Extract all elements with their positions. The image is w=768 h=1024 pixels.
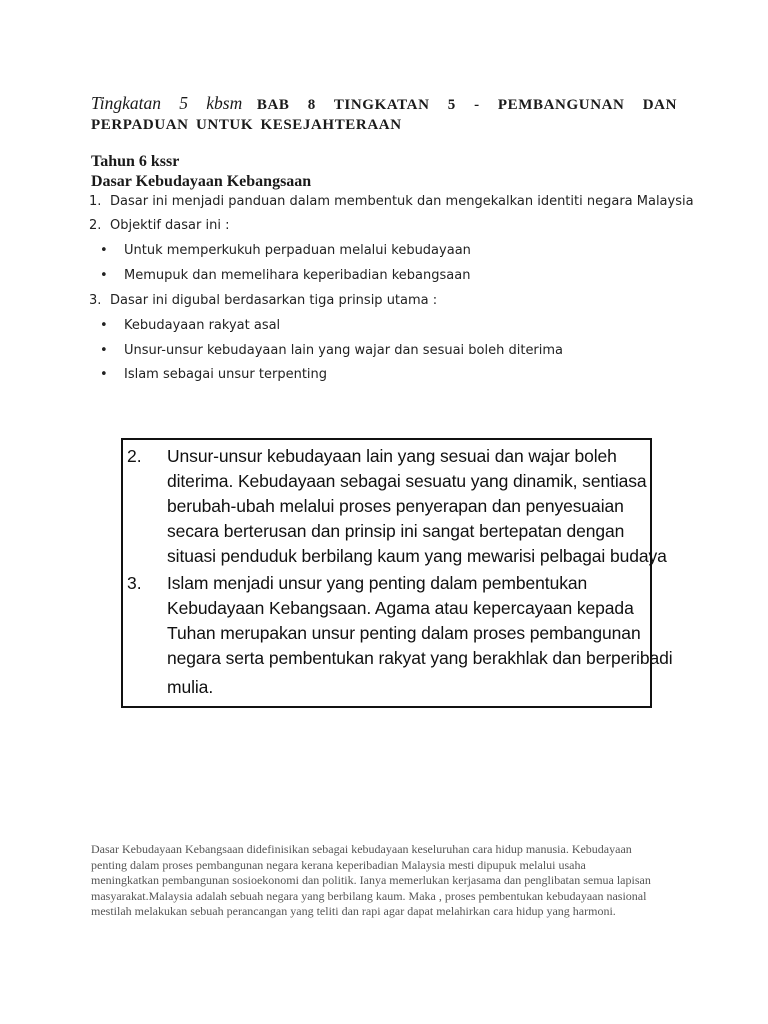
excerpt-line: mulia. bbox=[167, 677, 214, 697]
excerpt-line: Tuhan merupakan unsur penting dalam proses pembangunan bbox=[167, 623, 641, 643]
point-3-text: Dasar ini digubal berdasarkan tiga prinsip utama : bbox=[110, 293, 438, 308]
excerpt-line: Unsur-unsur kebudayaan lain yang sesuai dan wajar boleh bbox=[167, 446, 617, 466]
year-subheading: Tahun 6 kssr bbox=[91, 153, 180, 170]
point-1-text: Dasar ini menjadi panduan dalam membentuk dan mengekalkan identiti negara Malaysia bbox=[110, 194, 694, 209]
bullet-icon: • bbox=[100, 268, 108, 283]
scanned-excerpt-box bbox=[121, 438, 673, 708]
excerpt-line: negara serta pembentukan rakyat yang berakhlak dan berperibadi bbox=[167, 648, 673, 668]
point-2-text: Objektif dasar ini : bbox=[110, 218, 230, 233]
objective-item: Memupuk dan memelihara keperibadian kebangsaan bbox=[124, 268, 471, 283]
excerpt-line: diterima. Kebudayaan sebagai sesuatu yang dinamik, sentiasa bbox=[167, 471, 647, 491]
document-heading bbox=[91, 93, 677, 135]
excerpt-line: situasi penduduk berbilang kaum yang mewarisi pelbagai budaya bbox=[167, 546, 667, 566]
excerpt-line: berubah-ubah melalui proses penyerapan dan penyesuaian bbox=[167, 496, 624, 516]
excerpt-item-3-number: 3. bbox=[127, 573, 142, 593]
bullet-icon: • bbox=[100, 243, 108, 258]
excerpt-line: secara berterusan dan prinsip ini sangat bertepatan dengan bbox=[167, 521, 625, 541]
excerpt-line: Islam menjadi unsur yang penting dalam pembentukan bbox=[167, 573, 588, 593]
principle-item: Unsur-unsur kebudayaan lain yang wajar dan sesuai boleh diterima bbox=[124, 343, 564, 358]
paragraph-line: Dasar Kebudayaan Kebangsaan didefinisikan sebagai kebudayaan keseluruhan cara hidup manusia. Kebudayaan bbox=[91, 842, 632, 856]
paragraph-line: penting dalam proses pembangunan negara kerana keperibadian Malaysia mesti dipupuk melalui usaha bbox=[91, 857, 586, 872]
bullet-icon: • bbox=[100, 367, 108, 382]
heading-lead: Tingkatan 5 kbsm bbox=[91, 93, 243, 113]
paragraph-line: masyarakat.Malaysia adalah sebuah negara yang berbilang kaum. Maka , proses pembentukan kebudayaan nasional bbox=[91, 888, 647, 903]
point-1-number: 1. bbox=[89, 194, 102, 209]
excerpt-item-2-number: 2. bbox=[127, 446, 142, 466]
summary-paragraph bbox=[91, 842, 691, 920]
excerpt-line: Kebudayaan Kebangsaan. Agama atau kepercayaan kepada bbox=[167, 598, 634, 618]
point-2-number: 2. bbox=[89, 218, 102, 233]
bullet-icon: • bbox=[100, 343, 108, 358]
paragraph-line: meningkatkan pembangunan sosioekonomi dan politik. Ianya memerlukan kerjasama dan penglibatan semua lapisan bbox=[91, 873, 651, 888]
objective-item: Untuk memperkukuh perpaduan melalui kebudayaan bbox=[124, 243, 471, 258]
principle-item: Islam sebagai unsur terpenting bbox=[124, 367, 328, 382]
principle-item: Kebudayaan rakyat asal bbox=[124, 318, 281, 333]
bullet-icon: • bbox=[100, 318, 108, 333]
section-title: Dasar Kebudayaan Kebangsaan bbox=[91, 173, 312, 190]
point-3-number: 3. bbox=[89, 293, 102, 308]
heading-chapter-title: BAB 8 TINGKATAN 5 - PEMBANGUNAN DAN PERPADUAN UNTUK KESEJAHTERAAN bbox=[91, 97, 678, 133]
paragraph-line: mestilah melakukan sebuah perancangan yang teliti dan rapi agar dapat melahirkan cara hidup yang harmoni. bbox=[91, 904, 616, 919]
